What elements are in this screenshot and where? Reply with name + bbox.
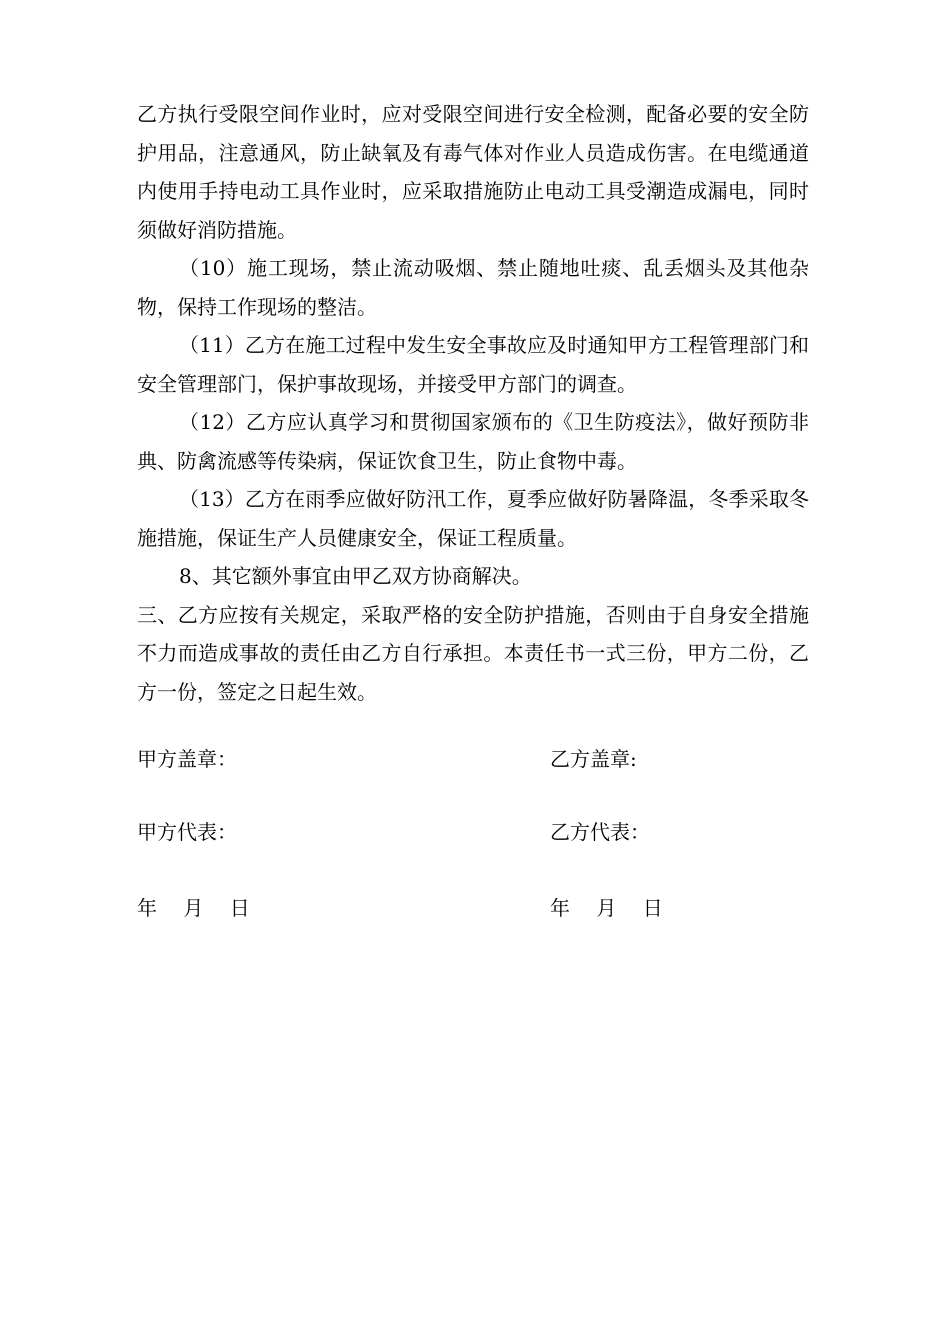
- party-b-representative-label: 乙方代表：: [550, 820, 650, 844]
- paragraph-confined-space: 乙方执行受限空间作业时，应对受限空间进行安全检测，配备必要的安全防护用品，注意通风，防止缺氧及有毒气体对作业人员造成伤害。在电缆通道内使用手持电动工具作业时，应采取措施防止电动工具受潮造成漏电，同时须做好消防措施。: [137, 102, 809, 242]
- party-a-representative-label: 甲方代表：: [137, 820, 237, 844]
- paragraph-item-8: 8、其它额外事宜由甲乙双方协商解决。: [179, 564, 532, 588]
- party-a-seal-label: 甲方盖章：: [137, 747, 237, 771]
- paragraph-item-13: （13）乙方在雨季应做好防汛工作，夏季应做好防暑降温，冬季采取冬施措施，保证生产人员健康安全，保证工程质量。: [137, 487, 809, 550]
- paragraph-item-10: （10）施工现场，禁止流动吸烟、禁止随地吐痰、乱丢烟头及其他杂物，保持工作现场的整洁。: [137, 256, 809, 319]
- paragraph-item-11: （11）乙方在施工过程中发生安全事故应及时通知甲方工程管理部门和安全管理部门，保护事故现场，并接受甲方部门的调查。: [137, 333, 809, 396]
- party-b-date-label: 年 月 日: [550, 896, 663, 920]
- paragraph-item-12: （12）乙方应认真学习和贯彻国家颁布的《卫生防疫法》，做好预防非典、防禽流感等传染病，保证饮食卫生，防止食物中毒。: [137, 410, 809, 473]
- party-b-seal-label: 乙方盖章:: [550, 747, 637, 771]
- paragraph-section-3: 三、乙方应按有关规定，采取严格的安全防护措施，否则由于自身安全措施不力而造成事故的责任由乙方自行承担。本责任书一式三份，甲方二份，乙方一份，签定之日起生效。: [137, 602, 809, 704]
- document-body: [137, 95, 809, 711]
- party-a-date-label: 年 月 日: [137, 896, 250, 920]
